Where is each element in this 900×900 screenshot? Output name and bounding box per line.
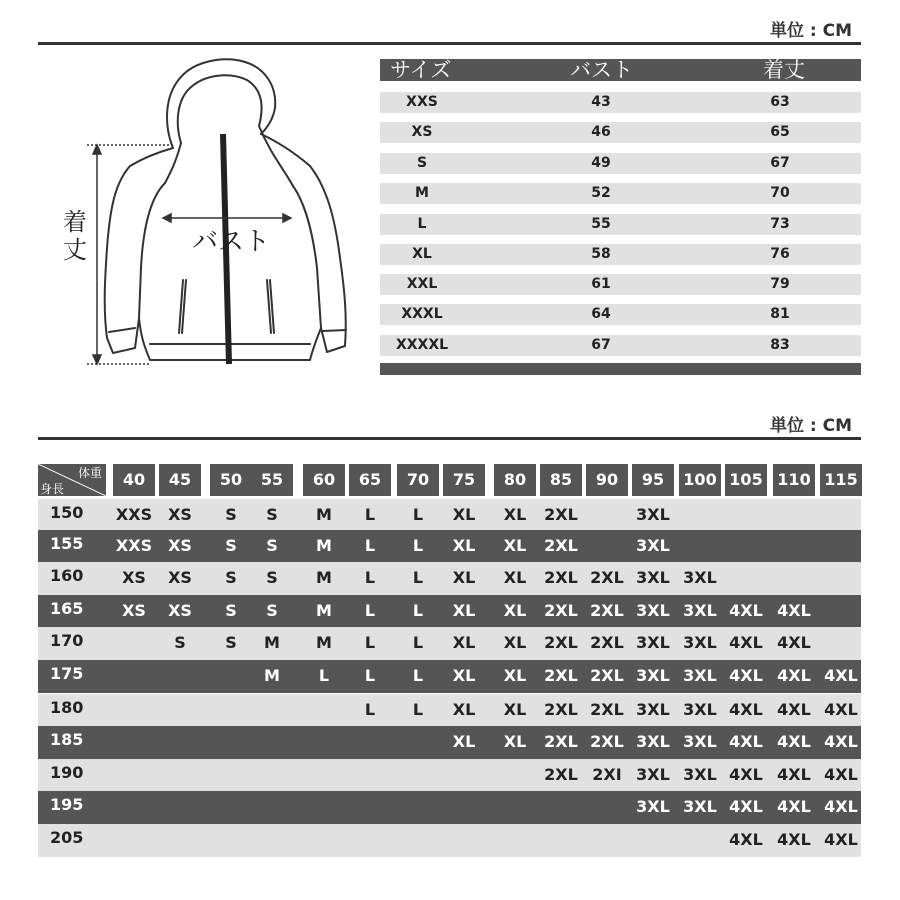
weight-header-cell: 95 [632,464,674,496]
size-recommendation-cell: S [266,601,278,620]
size-table-header [380,59,861,81]
height-row [38,530,861,563]
height-label: 160 [50,566,84,585]
size-recommendation-cell: XL [503,568,527,587]
size-recommendation-cell: 2XL [590,700,624,719]
header-size: サイズ [390,58,452,82]
size-recommendation-cell: 3XL [636,797,670,816]
size-recommendation-cell: XL [503,601,527,620]
size-recommendation-cell: 2XL [544,765,578,784]
weight-header-cell: 115 [820,464,862,496]
size-row [380,244,861,265]
height-row [38,759,861,792]
size-recommendation-cell: XS [122,601,146,620]
size-recommendation-cell: 4XL [777,633,811,652]
corner-height-label: 身長 [40,482,65,496]
size-recommendation-cell: 4XL [824,700,858,719]
height-label: 165 [50,599,84,618]
size-recommendation-cell: 3XL [683,700,717,719]
size-recommendation-cell: 3XL [683,666,717,685]
height-label: 175 [50,664,84,683]
size-recommendation-cell: 3XL [636,666,670,685]
size-recommendation-cell: 4XL [824,830,858,849]
bust-cell: 58 [591,246,611,262]
height-label: 155 [50,534,84,553]
size-recommendation-cell: 4XL [824,666,858,685]
size-row [380,274,861,295]
size-recommendation-cell: 4XL [729,830,763,849]
bust-cell: 67 [591,337,611,353]
bust-cell: 61 [591,276,611,292]
bust-cell: 49 [591,155,611,171]
length-cell: 81 [770,306,790,322]
size-row [380,304,861,325]
height-label: 170 [50,631,84,650]
length-cell: 79 [770,276,790,292]
size-recommendation-cell: 3XL [636,765,670,784]
hoodie-illustration [55,48,365,378]
height-row [38,660,861,693]
size-recommendation-cell: 2XL [544,700,578,719]
weight-header-cell: 65 [349,464,391,496]
size-recommendation-cell: 2XL [590,666,624,685]
size-recommendation-cell: 4XL [777,601,811,620]
size-recommendation-cell: M [316,536,332,555]
bust-cell: 43 [591,94,611,110]
size-recommendation-cell: XL [452,666,476,685]
size-recommendation-cell: S [225,536,237,555]
size-recommendation-cell: XXS [115,505,153,524]
size-cell: M [415,185,429,201]
size-recommendation-cell: L [412,568,424,587]
size-recommendation-cell: L [364,700,376,719]
height-row [38,694,861,727]
weight-header-cell: 85 [540,464,582,496]
size-row [380,122,861,143]
size-recommendation-cell: S [266,568,278,587]
length-cell: 67 [770,155,790,171]
size-recommendation-cell: XL [503,536,527,555]
chest-label: バスト [192,227,271,257]
size-recommendation-cell: L [412,505,424,524]
size-recommendation-cell: L [364,536,376,555]
size-recommendation-cell: 3XL [636,633,670,652]
size-recommendation-cell: M [316,601,332,620]
length-cell: 76 [770,246,790,262]
height-label: 205 [50,828,84,847]
size-cell: XS [411,124,433,140]
size-recommendation-cell: 4XL [729,732,763,751]
weight-header-cell: 40 [113,464,155,496]
weight-header-cell: 60 [303,464,345,496]
length-cell: 83 [770,337,790,353]
corner-weight-label: 体重 [77,466,102,480]
size-recommendation-cell: S [266,505,278,524]
size-recommendation-cell: 2XL [544,633,578,652]
size-recommendation-cell: M [316,505,332,524]
height-label: 190 [50,763,84,782]
height-row [38,627,861,660]
size-recommendation-cell: 3XL [636,536,670,555]
size-recommendation-cell: M [316,633,332,652]
top-divider [38,42,861,45]
size-recommendation-cell: 3XL [683,568,717,587]
size-recommendation-cell: L [364,601,376,620]
size-recommendation-cell: L [364,568,376,587]
size-recommendation-cell: 4XL [824,797,858,816]
bottom-divider [38,437,861,440]
size-row [380,214,861,235]
weight-header-cell: 45 [159,464,201,496]
height-row [38,562,861,595]
size-recommendation-cell: 2XL [544,601,578,620]
size-recommendation-cell: 4XL [729,765,763,784]
size-recommendation-cell: 3XL [683,732,717,751]
length-cell: 63 [770,94,790,110]
size-recommendation-cell: 4XL [824,765,858,784]
weight-header-cell: 50 [210,464,252,496]
height-label: 195 [50,795,84,814]
length-cell: 73 [770,216,790,232]
size-table-footer [380,363,861,375]
size-recommendation-cell: 4XL [777,765,811,784]
size-recommendation-cell: L [364,505,376,524]
height-label: 150 [50,503,84,522]
size-recommendation-cell: L [412,633,424,652]
size-recommendation-cell: XL [452,633,476,652]
size-recommendation-cell: S [225,505,237,524]
size-row [380,153,861,174]
size-recommendation-cell: 3XL [636,601,670,620]
size-recommendation-cell: 4XL [729,633,763,652]
size-recommendation-cell: 2XL [590,568,624,587]
unit-label-top: 単位 : CM [769,21,852,41]
size-recommendation-cell: M [264,666,280,685]
corner-cell [38,464,106,496]
size-recommendation-cell: 2XI [592,765,622,784]
size-recommendation-cell: XL [452,601,476,620]
size-recommendation-cell: L [412,601,424,620]
length-label: 着丈 [63,208,87,264]
size-recommendation-cell: 3XL [636,732,670,751]
bust-cell: 46 [591,124,611,140]
weight-header-cell: 70 [397,464,439,496]
height-row [38,791,861,824]
size-recommendation-cell: 4XL [729,601,763,620]
weight-header-cell: 90 [586,464,628,496]
height-row [38,499,861,532]
size-recommendation-cell: L [412,536,424,555]
size-recommendation-cell: XS [168,505,192,524]
weight-header-cell: 100 [679,464,721,496]
header-length: 着丈 [763,58,805,82]
size-cell: XXS [406,94,438,110]
header-bust: バスト [570,58,633,82]
weight-header-cell: 105 [725,464,767,496]
size-recommendation-cell: 4XL [729,700,763,719]
size-recommendation-cell: XL [452,536,476,555]
size-cell: S [416,155,428,171]
size-recommendation-cell: 3XL [636,700,670,719]
height-row [38,595,861,628]
size-row [380,92,861,113]
length-cell: 70 [770,185,790,201]
size-recommendation-cell: 2XL [544,666,578,685]
size-cell: XXXXL [395,337,449,353]
height-label: 185 [50,730,84,749]
bust-cell: 55 [591,216,611,232]
size-recommendation-cell: XS [168,601,192,620]
unit-label-bottom: 単位 : CM [769,416,852,436]
size-recommendation-cell: XL [503,505,527,524]
height-row [38,824,861,857]
weight-header-cell: 75 [443,464,485,496]
weight-header-cell: 55 [251,464,293,496]
size-recommendation-cell: L [364,633,376,652]
size-cell: L [417,216,427,232]
size-recommendation-cell: M [316,568,332,587]
size-recommendation-cell: 3XL [683,765,717,784]
size-recommendation-cell: 3XL [683,601,717,620]
size-recommendation-cell: XS [168,568,192,587]
size-recommendation-cell: L [318,666,330,685]
size-recommendation-cell: XL [503,633,527,652]
size-recommendation-cell: S [225,633,237,652]
size-recommendation-cell: 3XL [683,797,717,816]
size-recommendation-cell: 4XL [777,797,811,816]
weight-header-cell: 110 [773,464,815,496]
size-recommendation-cell: 4XL [777,666,811,685]
size-recommendation-cell: 2XL [544,568,578,587]
size-recommendation-cell: XS [122,568,146,587]
size-recommendation-cell: XL [452,732,476,751]
size-recommendation-cell: 3XL [683,633,717,652]
size-recommendation-cell: 2XL [590,601,624,620]
size-recommendation-cell: XL [503,666,527,685]
size-recommendation-cell: 2XL [590,732,624,751]
size-recommendation-cell: M [264,633,280,652]
size-recommendation-cell: 2XL [544,732,578,751]
size-recommendation-cell: 4XL [729,797,763,816]
size-recommendation-cell: XL [452,568,476,587]
weight-header-cell: 80 [494,464,536,496]
size-recommendation-cell: L [412,666,424,685]
size-recommendation-cell: S [174,633,186,652]
size-recommendation-cell: S [266,536,278,555]
bust-cell: 64 [591,306,611,322]
size-recommendation-cell: L [412,700,424,719]
size-recommendation-cell: XL [452,700,476,719]
size-row [380,183,861,204]
size-recommendation-cell: XL [503,732,527,751]
size-row [380,335,861,356]
size-cell: XL [412,246,432,262]
size-recommendation-cell: S [225,601,237,620]
size-recommendation-cell: 2XL [590,633,624,652]
size-cell: XXL [406,276,438,292]
size-recommendation-cell: XXS [115,536,153,555]
size-recommendation-cell: 3XL [636,568,670,587]
size-recommendation-cell: 4XL [824,732,858,751]
bust-cell: 52 [591,185,611,201]
size-recommendation-cell: S [225,568,237,587]
length-cell: 65 [770,124,790,140]
height-label: 180 [50,698,84,717]
size-recommendation-cell: XL [452,505,476,524]
size-recommendation-cell: XS [168,536,192,555]
size-recommendation-cell: 4XL [777,700,811,719]
size-recommendation-cell: 4XL [777,830,811,849]
size-recommendation-cell: L [364,666,376,685]
size-recommendation-cell: 2XL [544,536,578,555]
size-recommendation-cell: 2XL [544,505,578,524]
height-row [38,726,861,759]
size-recommendation-cell: 4XL [729,666,763,685]
size-recommendation-cell: 3XL [636,505,670,524]
hoodie-diagram [55,48,365,378]
size-recommendation-cell: 4XL [777,732,811,751]
size-cell: XXXL [401,306,443,322]
size-recommendation-cell: XL [503,700,527,719]
